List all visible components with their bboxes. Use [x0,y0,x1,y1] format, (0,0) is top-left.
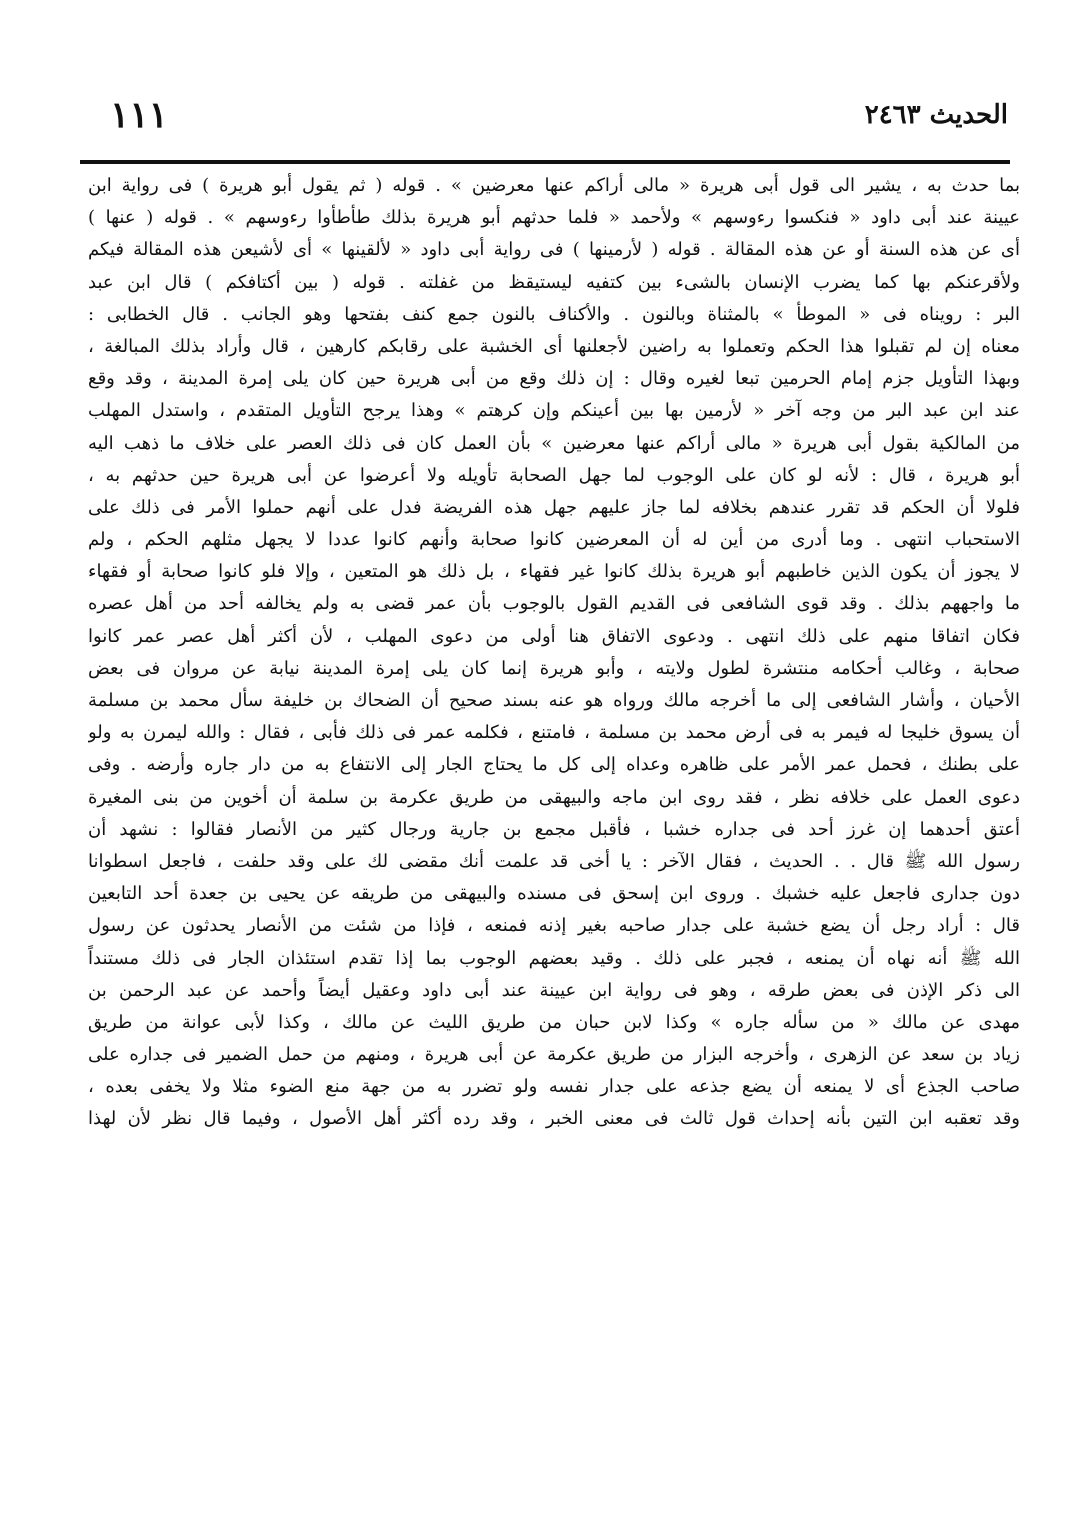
text-line: فكان اتفاقا منهم على ذلك انتهى . ودعوى الاتفاق هنا أولى من دعوى المهلب ، لأن أكثر أهل عصر عمر كانوا [88,625,1020,647]
text-line: وقد تعقبه ابن التين بأنه إحداث قول ثالث فى معنى الخبر ، وقد رده أكثر أهل الأصول ، وفيما قال نظر لأن لهذا [88,1108,1020,1130]
text-line: أبو هريرة ، قال : لأنه لو كان على الوجوب لما جهل الصحابة تأويله ولا أعرضوا عن أبى هريرة حين حدثهم به ، [88,464,1020,486]
text-line: عيينة عند أبى داود « فنكسوا رءوسهم » ولأحمد « فلما حدثهم أبو هريرة بذلك طأطأوا رءوسهم » . قوله ( عنها ) [88,207,1020,229]
text-line: دعوى العمل على خلافه نظر ، فقد روى ابن ماجه والبيهقى من طريق عكرمة بن سلمة أن أخوين من بنى المغيرة [88,786,1020,808]
text-line: مهدى عن مالك « من سأله جاره » وكذا لابن حبان من طريق الليث عن مالك ، وكذا لأبى عوانة من طريق [88,1011,1020,1033]
text-line: أن يسوق خليجا له فيمر به فى أرض محمد بن مسلمة ، فامتنع ، فكلمه عمر فى ذلك فأبى ، فقال : والله ليمرن به ولو [88,722,1020,744]
text-line: قال : أراد رجل أن يضع خشبة على جدار صاحبه بغير إذنه فمنعه ، فإذا من شئت من الأنصار يحدثون عن رسول [88,915,1020,937]
text-line: بما حدث به ، يشير الى قول أبى هريرة « مالى أراكم عنها معرضين » . قوله ( ثم يقول أبو هريرة ) فى رواية ابن [88,175,1020,196]
text-line: الاستحباب انتهى . وما أدرى من أين له أن المعرضين كانوا صحابة وأنهم كانوا عددا لا يجهل مثلهم الحكم ، ولم [88,529,1020,551]
text-line: صاحب الجذع أى لا يمنعه أن يضع جذعه على جدار نفسه ولو تضرر به من جهة منع الضوء مثلا ولا يخفى بعده ، [88,1076,1020,1098]
text-line: الى ذكر الإذن فى بعض طرقه ، وهو فى رواية ابن عيينة عند أبى داود وعقيل أيضاً وأحمد عن عبد الرحمن بن [88,979,1020,1001]
text-line: الأحيان ، وأشار الشافعى إلى ما أخرجه مالك ورواه هو عنه بسند صحيح أن الضحاك بن خليفة سأل محمد بن مسلمة [88,690,1020,711]
text-line: زياد بن سعد عن الزهرى ، وأخرجه البزار من طريق عكرمة عن أبى هريرة ، ومنهم من حمل الضمير فى جداره على [88,1044,1020,1066]
text-line: على بطنك ، فحمل عمر الأمر على ظاهره وعداه إلى كل ما يحتاج الجار إلى الانتفاع به من دار جاره وأرضه . وفى [88,754,1020,776]
running-title: الحديث ٢٤٦٣ [864,100,1008,130]
text-line: أعتق أحدهما إن غرز أحد فى جداره خشبا ، فأقبل مجمع بن جارية ورجال كثير من الأنصار فقالوا : نشهد أن [88,818,1020,840]
body-text [88,170,1020,1136]
text-line: ما واجههم بذلك . وقد قوى الشافعى فى القديم القول بالوجوب بأن عمر قضى به ولم يخالفه أحد من أهل عصره [88,593,1020,615]
text-line: البر : رويناه فى « الموطأ » بالمثناة وبالنون . والأكناف بالنون جمع كنف بفتحها وهو الجانب . قال الخطابى : [88,303,1020,325]
text-line: ولأقرعنكم بها كما يضرب الإنسان بالشىء بين كتفيه ليستيقظ من غفلته . قوله ( بين أكتافكم ) قال ابن عبد [88,271,1020,293]
text-line: عند ابن عبد البر من وجه آخر « لأرمين بها بين أعينكم وإن كرهتم » وهذا يرجح التأويل المتقدم ، واستدل المهلب [88,400,1020,422]
text-line: دون جدارى فاجعل عليه خشبك . وروى ابن إسحق فى مسنده والبيهقى من طريقه عن يحيى بن جعدة أحد التابعين [88,883,1020,905]
text-line: صحابة ، وغالب أحكامه منتشرة لطول ولايته ، وأبو هريرة إنما كان يلى إمرة المدينة نيابة عن مروان فى بعض [88,657,1020,679]
text-line: فلولا أن الحكم قد تقرر عندهم بخلافه لما جاز عليهم جهل هذه الفريضة فدل على أنهم حملوا الأمر فى ذلك على [88,496,1020,518]
text-line: من المالكية بقول أبى هريرة « مالى أراكم عنها معرضين » بأن العمل كان فى ذلك العصر على خلاف ما ذهب اليه [88,432,1020,454]
text-line: لا يجوز أن يكون الذين خاطبهم أبو هريرة بذلك كانوا غير فقهاء ، بل ذلك هو المتعين ، وإلا فلو كانوا صحابة أو فقهاء [88,561,1020,583]
text-line: معناه إن لم تقبلوا هذا الحكم وتعملوا به راضين لأجعلنها أى الخشبة على رقابكم كارهين ، قال وأراد بذلك المبالغة ، [88,335,1020,357]
text-line: رسول الله ﷺ قال . . الحديث ، فقال الآخر : يا أخى قد علمت أنك مقضى لك على وقد حلفت ، فاجعل اسطوانا [88,850,1020,872]
text-line: الله ﷺ أنه نهاه أن يمنعه ، فجبر على ذلك . وقيد بعضهم الوجوب بما إذا تقدم استئذان الجار فى ذلك مستنداً [88,947,1020,969]
page-number: ١١١ [110,94,169,136]
text-line: وبهذا التأويل جزم إمام الحرمين تبعا لغيره وقال : إن ذلك وقع من أبى هريرة حين كان يلى إمرة المدينة ، وقد وقع [88,368,1020,390]
page-header [80,92,1008,152]
text-line: أى عن هذه السنة أو عن هذه المقالة . قوله ( لأرمينها ) فى رواية أبى داود « لألقينها » أى لأشيعن هذه المقالة فيكم [88,239,1020,261]
header-rule [80,160,1010,164]
